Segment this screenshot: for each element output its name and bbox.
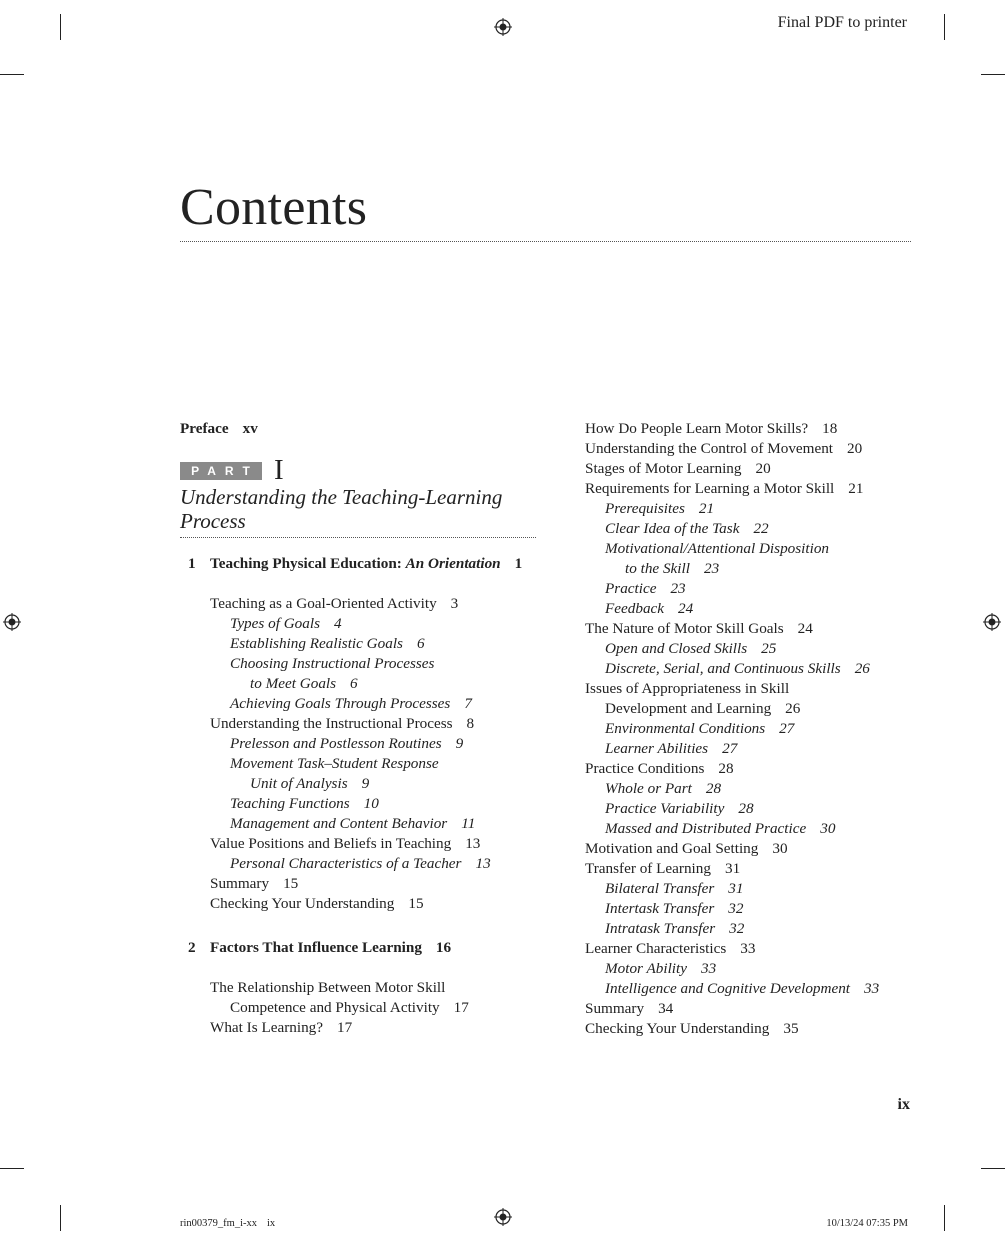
entry-page: 26: [785, 700, 801, 717]
entry-title: to the Skill: [625, 560, 690, 577]
entry-page: 6: [416, 635, 425, 652]
toc-entry[interactable]: [180, 634, 540, 654]
entry-page: 32: [729, 920, 745, 937]
entry-page: 3: [450, 595, 459, 612]
entry-page: 8: [466, 715, 475, 732]
entry-page: 23: [670, 580, 686, 597]
toc-entry[interactable]: [180, 814, 540, 834]
entry-page: 4: [334, 615, 342, 632]
entry-page: 21: [698, 500, 715, 517]
entry-page: 30: [820, 820, 836, 837]
toc-entry[interactable]: [585, 619, 915, 639]
toc-entry[interactable]: [180, 998, 540, 1018]
entry-page: 15: [283, 875, 299, 892]
entry-title: Movement Task–Student Response: [230, 755, 439, 772]
toc-entry[interactable]: [585, 599, 915, 619]
entry-title: Stages of Motor Learning: [585, 460, 742, 477]
toc-entry[interactable]: [585, 859, 915, 879]
crop-mark: [0, 1168, 24, 1169]
entry-page: 34: [658, 1000, 674, 1017]
toc-entry[interactable]: [585, 999, 915, 1019]
toc-entry[interactable]: [180, 834, 540, 854]
toc-entry[interactable]: [585, 639, 915, 659]
entry-page: 21: [848, 480, 864, 497]
entry-title: Transfer of Learning: [585, 860, 711, 877]
chapter-1-entries: [180, 594, 540, 914]
chapter-number: 2: [188, 939, 196, 956]
toc-entry[interactable]: [180, 874, 540, 894]
entry-title: What Is Learning?: [210, 1019, 324, 1036]
entry-title: Prelesson and Postlesson Routines: [230, 735, 442, 752]
chapter-2-entries: [180, 978, 540, 1038]
entry-title: Practice Conditions: [585, 760, 705, 777]
entry-page: 31: [728, 880, 744, 897]
toc-entry[interactable]: [585, 879, 915, 899]
part-divider: [180, 537, 536, 538]
toc-entry[interactable]: [180, 754, 540, 774]
toc-entry[interactable]: [180, 674, 540, 694]
crop-mark: [60, 14, 61, 40]
entry-page: 15: [408, 895, 424, 912]
entry-page: 13: [475, 855, 491, 872]
toc-entry[interactable]: [585, 559, 915, 579]
registration-target-icon: [494, 18, 512, 36]
entry-title: Practice: [605, 580, 657, 597]
toc-entry[interactable]: [585, 779, 915, 799]
entry-title: How Do People Learn Motor Skills?: [585, 420, 809, 437]
chapter-page: 16: [435, 939, 452, 956]
entry-title: Motivational/Attentional Disposition: [605, 540, 830, 557]
entry-page: 23: [703, 560, 720, 577]
entry-page: 27: [779, 720, 795, 737]
entry-title: Intelligence and Cognitive Development: [605, 980, 851, 997]
chapter-page: 1: [514, 555, 523, 572]
entry-page: 9: [361, 775, 370, 792]
entry-page: 28: [705, 780, 722, 797]
page-title: Contents: [180, 179, 368, 236]
toc-chapter-1[interactable]: [180, 554, 540, 574]
page-folio: ix: [897, 1096, 910, 1113]
entry-title: Checking Your Understanding: [210, 895, 395, 912]
footer-page: ix: [267, 1218, 276, 1229]
entry-page: 32: [728, 900, 744, 917]
entry-title: Management and Content Behavior: [230, 815, 448, 832]
entry-title: Summary: [210, 875, 270, 892]
entry-title: Feedback: [605, 600, 665, 617]
toc-chapter-2[interactable]: [180, 938, 540, 958]
toc-entry[interactable]: [585, 839, 915, 859]
entry-title: Whole or Part: [605, 780, 692, 797]
entry-page: 35: [783, 1020, 799, 1037]
entry-title: Prerequisites: [605, 500, 685, 517]
entry-page: 27: [722, 740, 738, 757]
footer-slug: [180, 1218, 275, 1229]
toc-left-column: [180, 419, 540, 1038]
toc-entry[interactable]: [585, 479, 915, 499]
entry-title: Unit of Analysis: [250, 775, 348, 792]
entry-page: 24: [678, 600, 694, 617]
entry-page: 22: [753, 520, 769, 537]
toc-entry[interactable]: [585, 439, 915, 459]
entry-page: 25: [761, 640, 777, 657]
toc-entry[interactable]: [180, 714, 540, 734]
toc-entry[interactable]: [585, 519, 915, 539]
toc-entry[interactable]: [585, 499, 915, 519]
entry-title: Summary: [585, 1000, 645, 1017]
entry-page: 11: [461, 815, 476, 832]
crop-mark: [981, 74, 1005, 75]
footer-file: rin00379_fm_i-xx: [180, 1218, 257, 1229]
entry-page: 7: [464, 695, 472, 712]
entry-title: Intratask Transfer: [605, 920, 716, 937]
entry-title: Learner Abilities: [605, 740, 709, 757]
toc-entry[interactable]: [180, 794, 540, 814]
entry-title: Environmental Conditions: [605, 720, 766, 737]
entry-page: 17: [453, 999, 469, 1016]
entry-page: 20: [755, 460, 771, 477]
crop-mark: [944, 1205, 945, 1231]
entry-title: Value Positions and Beliefs in Teaching: [210, 835, 452, 852]
chapter-subtitle: An Orientation: [405, 555, 501, 572]
entry-title: Motor Ability: [605, 960, 687, 977]
entry-page: 24: [797, 620, 813, 637]
entry-title: Requirements for Learning a Motor Skill: [585, 480, 835, 497]
entry-title: Practice Variability: [605, 800, 725, 817]
toc-entry[interactable]: [180, 894, 540, 914]
toc-entry[interactable]: [180, 614, 540, 634]
part-number: I: [274, 454, 284, 486]
crop-mark: [0, 74, 24, 75]
toc-right-column: [585, 419, 915, 1039]
entry-page: 30: [772, 840, 788, 857]
chapter-number: 1: [188, 555, 196, 572]
part-label: PART: [180, 462, 262, 480]
entry-title: Open and Closed Skills: [605, 640, 748, 657]
entry-title: Massed and Distributed Practice: [605, 820, 807, 837]
part-heading: [180, 455, 540, 485]
toc-entry[interactable]: [585, 699, 915, 719]
entry-title: The Relationship Between Motor Skill: [210, 979, 446, 996]
toc-entry[interactable]: [585, 979, 915, 999]
toc-entry[interactable]: [180, 774, 540, 794]
entry-title: Types of Goals: [230, 615, 320, 632]
toc-entry[interactable]: [585, 419, 915, 439]
toc-entry[interactable]: [585, 939, 915, 959]
toc-entry[interactable]: [585, 679, 915, 699]
chapter-title: Factors That Influence Learning: [210, 939, 422, 956]
entry-page: 17: [337, 1019, 353, 1036]
toc-entry[interactable]: [585, 539, 915, 559]
crop-mark: [981, 1168, 1005, 1169]
toc-entry[interactable]: [180, 694, 540, 714]
entry-page: 10: [363, 795, 379, 812]
toc-entry[interactable]: [585, 959, 915, 979]
entry-title: Personal Characteristics of a Teacher: [230, 855, 462, 872]
toc-entry[interactable]: [180, 734, 540, 754]
toc-entry[interactable]: [585, 659, 915, 679]
entry-page: 33: [740, 940, 756, 957]
entry-title: Learner Characteristics: [585, 940, 727, 957]
entry-title: Clear Idea of the Task: [605, 520, 740, 537]
chapter-title: Teaching Physical Education:: [210, 555, 402, 572]
entry-title: Bilateral Transfer: [605, 880, 715, 897]
registration-target-icon: [3, 613, 21, 631]
entry-page: 6: [350, 675, 358, 692]
entry-title: Understanding the Control of Movement: [585, 440, 834, 457]
entry-page: 9: [455, 735, 464, 752]
entry-title: Choosing Instructional Processes: [230, 655, 435, 672]
toc-entry-preface[interactable]: [180, 419, 540, 439]
footer-timestamp: 10/13/24 07:35 PM: [826, 1218, 908, 1229]
printer-note: Final PDF to printer: [777, 14, 907, 31]
entry-title: The Nature of Motor Skill Goals: [585, 620, 784, 637]
entry-title: Competence and Physical Activity: [230, 999, 440, 1016]
toc-entry[interactable]: [585, 1019, 915, 1039]
part-title: Understanding the Teaching-Learning Process: [180, 485, 503, 533]
toc-entry[interactable]: [180, 654, 540, 674]
entry-title: Establishing Realistic Goals: [230, 635, 403, 652]
toc-entry[interactable]: [180, 978, 540, 998]
entry-title: to Meet Goals: [250, 675, 337, 692]
entry-title: Issues of Appropriateness in Skill: [585, 680, 790, 697]
entry-page: 33: [700, 960, 717, 977]
entry-title: Discrete, Serial, and Continuous Skills: [605, 660, 841, 677]
toc-entry[interactable]: [585, 919, 915, 939]
entry-title: Achieving Goals Through Processes: [230, 695, 451, 712]
toc-entry[interactable]: [585, 579, 915, 599]
crop-mark: [944, 14, 945, 40]
toc-entry[interactable]: [180, 1018, 540, 1038]
entry-page: 18: [822, 420, 838, 437]
entry-title: Understanding the Instructional Process: [210, 715, 453, 732]
entry-title: Motivation and Goal Setting: [585, 840, 759, 857]
entry-title: Teaching as a Goal-Oriented Activity: [210, 595, 437, 612]
toc-entry[interactable]: [180, 854, 540, 874]
toc-entry[interactable]: [585, 719, 915, 739]
toc-entry[interactable]: [180, 594, 540, 614]
toc-entry[interactable]: [585, 799, 915, 819]
entry-page: 28: [738, 800, 754, 817]
entry-page: xv: [242, 420, 258, 437]
entry-page: 28: [718, 760, 734, 777]
registration-target-icon: [494, 1208, 512, 1226]
entry-title: Development and Learning: [605, 700, 772, 717]
title-divider: [180, 241, 911, 242]
entry-page: 26: [854, 660, 870, 677]
registration-target-icon: [983, 613, 1001, 631]
entry-title: Checking Your Understanding: [585, 1020, 770, 1037]
entry-title: Intertask Transfer: [605, 900, 715, 917]
toc-entry[interactable]: [585, 739, 915, 759]
crop-mark: [60, 1205, 61, 1231]
toc-entry[interactable]: [585, 759, 915, 779]
toc-entry[interactable]: [585, 899, 915, 919]
entry-page: 33: [864, 980, 880, 997]
toc-entry[interactable]: [585, 459, 915, 479]
entry-label: Preface: [180, 420, 229, 437]
entry-page: 31: [724, 860, 741, 877]
entry-page: 20: [847, 440, 863, 457]
entry-page: 13: [465, 835, 481, 852]
entry-title: Teaching Functions: [230, 795, 350, 812]
toc-entry[interactable]: [585, 819, 915, 839]
